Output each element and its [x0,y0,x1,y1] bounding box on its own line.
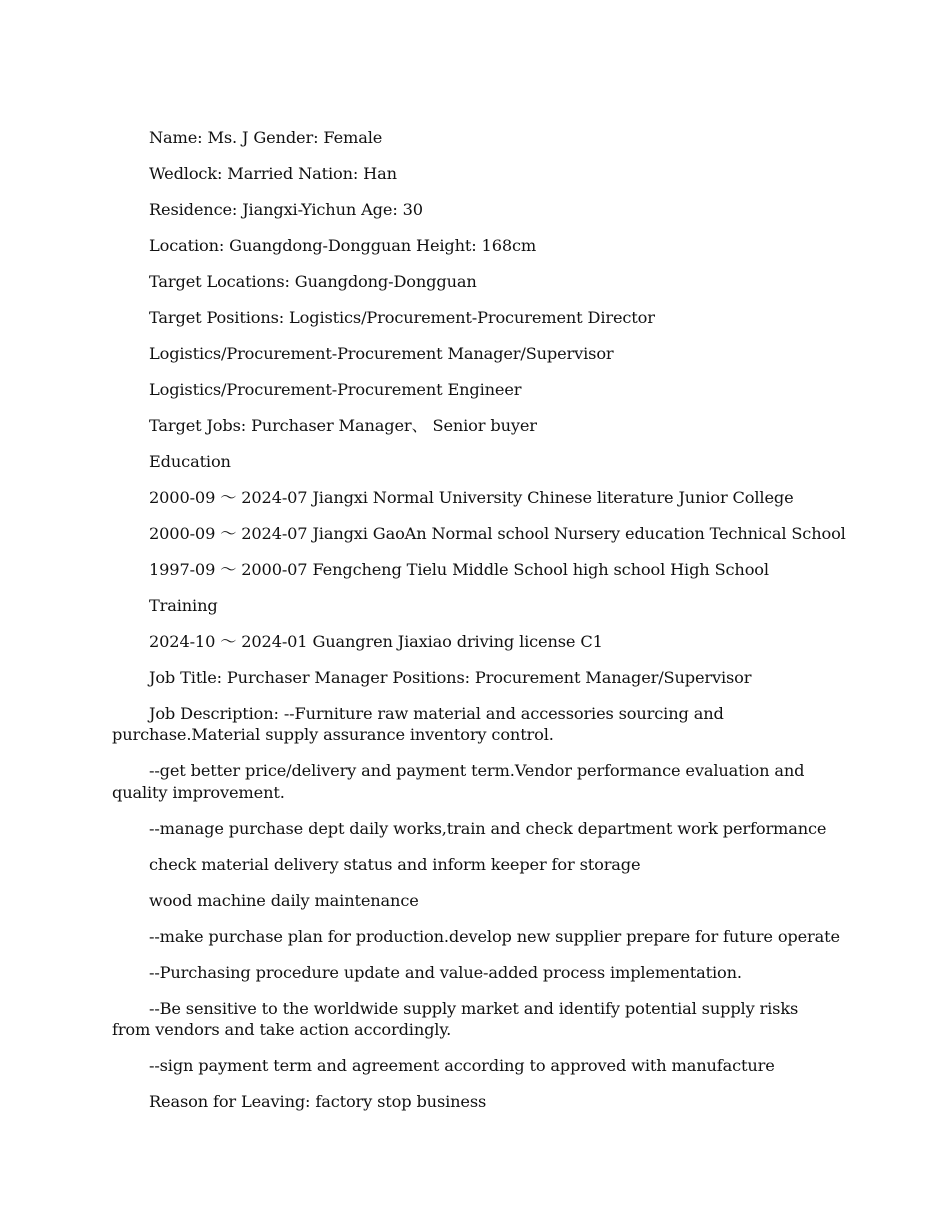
job-description-item: --Purchasing procedure update and value-added process implementation. [149,962,742,982]
job-description-item: --sign payment term and agreement according to approved with manufacture [149,1056,775,1076]
job-description-item: check material delivery status and inform keeper for storage [149,854,641,874]
job-description-item: wood machine daily maintenance [149,890,419,910]
education-entry: 2000-09 ～ 2024-07 Jiangxi GaoAn Normal school Nursery education Technical School [149,523,846,543]
job-description-item: --manage purchase dept daily works,train and check department work performance [149,818,827,838]
job-description-line: Job Description: --Furniture raw material and accessories sourcing and purchase.Material supply assurance inventory control. [112,703,724,745]
wedlock-nation-line: Wedlock: Married Nation: Han [149,163,397,183]
residence-age-line: Residence: Jiangxi-Yichun Age: 30 [149,199,423,219]
job-description-item: --make purchase plan for production.develop new supplier prepare for future operate [149,926,840,946]
job-description-item: --Be sensitive to the worldwide supply market and identify potential supply risks from vendors and take action accordingly. [112,998,799,1040]
job-description-item: --get better price/delivery and payment term.Vendor performance evaluation and quality improvement. [112,761,805,802]
education-heading: Education [149,451,231,471]
training-heading: Training [149,595,218,615]
name-gender-line: Name: Ms. J Gender: Female [149,128,383,147]
target-position-item: Logistics/Procurement-Procurement Manager/Supervisor [149,343,614,363]
job-title-line: Job Title: Purchaser Manager Positions: Procurement Manager/Supervisor [149,667,752,687]
target-jobs-line: Target Jobs: Purchaser Manager、 Senior buyer [149,415,537,435]
location-height-line: Location: Guangdong-Dongguan Height: 168cm [149,235,537,255]
target-positions-line: Target Positions: Logistics/Procurement-Procurement Director [149,307,655,327]
target-position-item: Logistics/Procurement-Procurement Engineer [149,379,522,399]
education-entry: 2000-09 ～ 2024-07 Jiangxi Normal University Chinese literature Junior College [149,487,794,507]
education-entry: 1997-09 ～ 2000-07 Fengcheng Tielu Middle School high school High School [149,559,769,579]
reason-for-leaving-line: Reason for Leaving: factory stop business [149,1092,487,1112]
resume-document [112,127,846,1127]
target-locations-line: Target Locations: Guangdong-Dongguan [149,271,477,291]
training-entry: 2024-10 ～ 2024-01 Guangren Jiaxiao driving license C1 [149,631,603,651]
